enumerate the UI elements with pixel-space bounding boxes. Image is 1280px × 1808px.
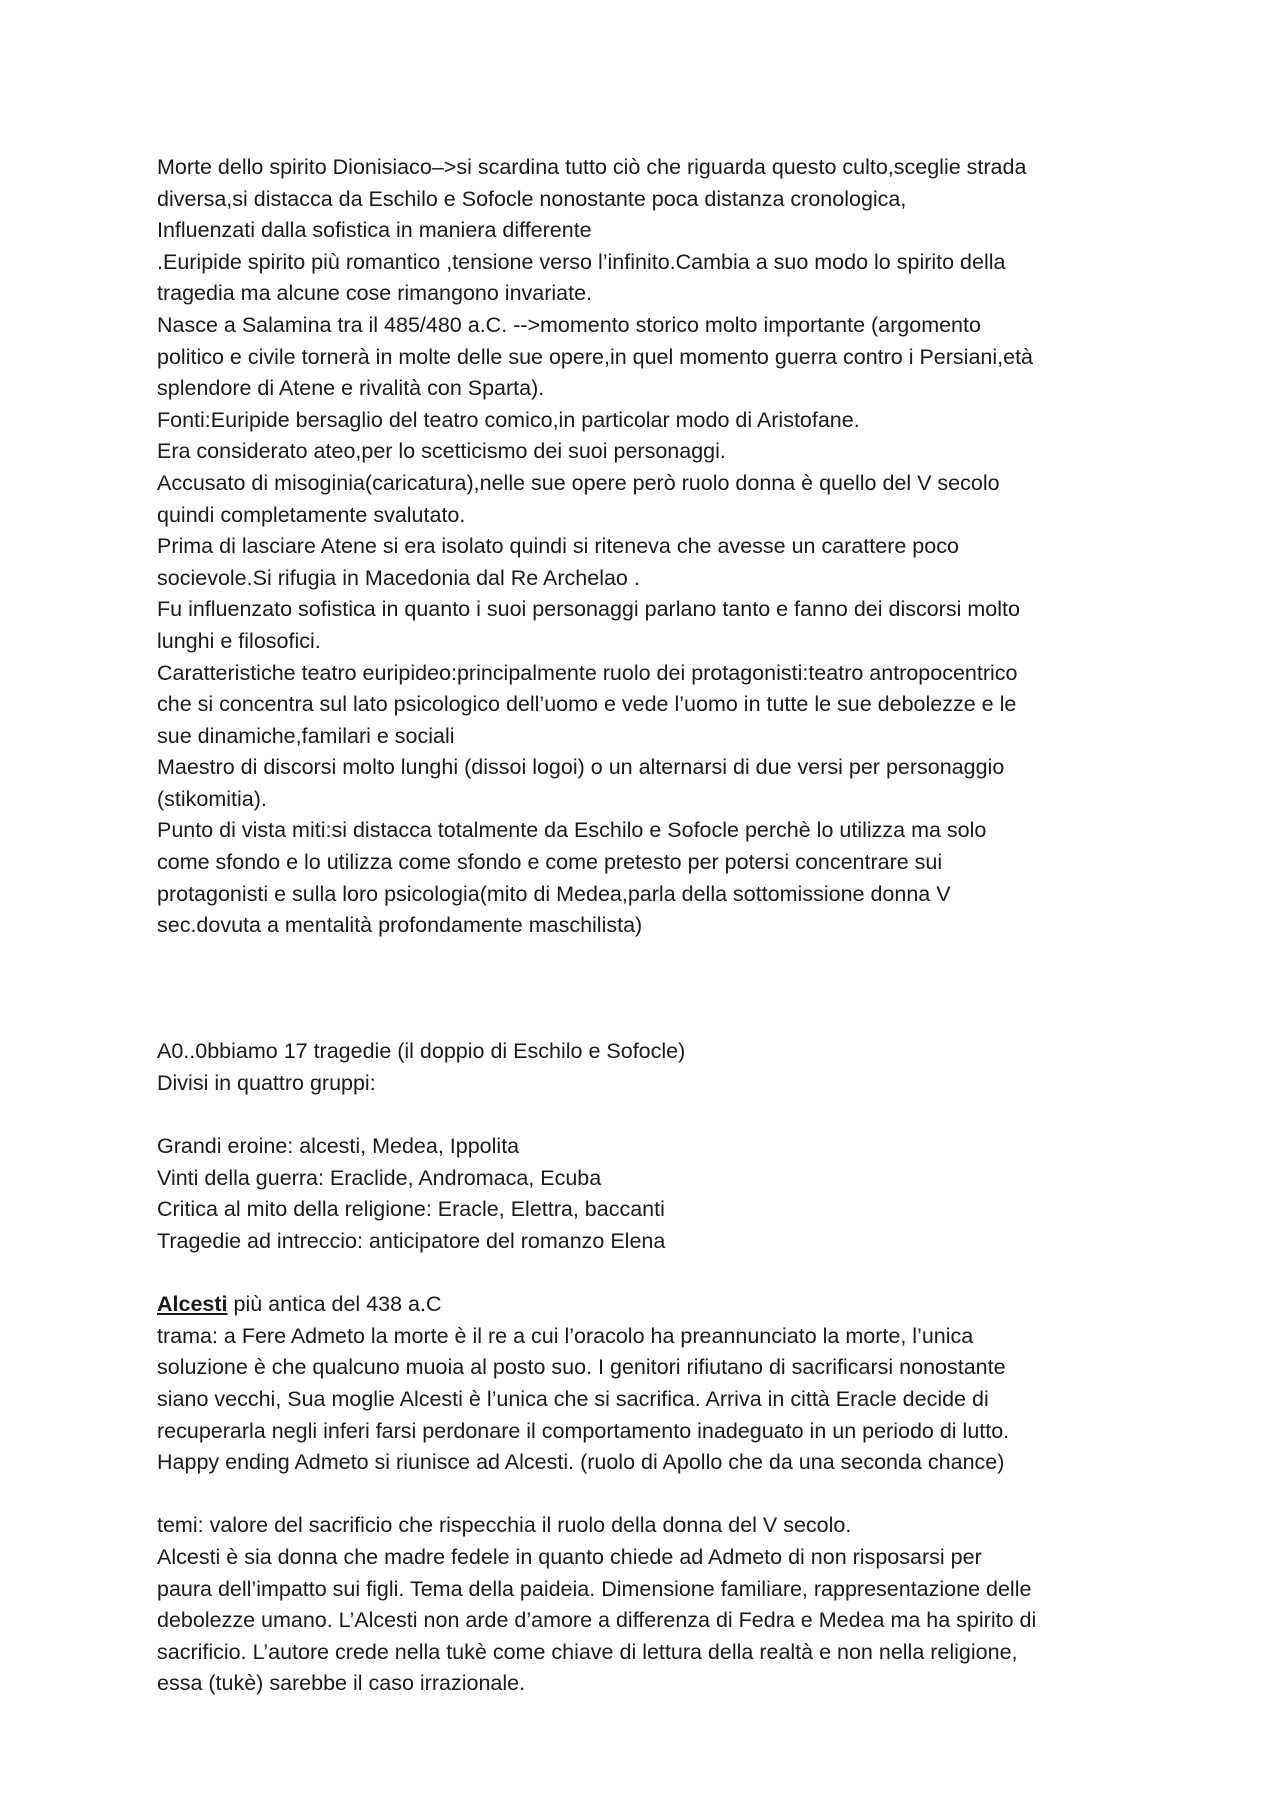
spacer	[157, 1100, 1157, 1132]
spacer	[157, 1005, 1157, 1037]
list-item: Critica al mito della religione: Eracle, Elettra, baccanti	[157, 1197, 665, 1222]
text-line: quindi completamente svalutato.	[157, 502, 466, 527]
text-line: (stikomitia).	[157, 786, 267, 811]
text-line: Fu influenzato sofistica in quanto i suoi personaggi parlano tanto e fanno dei discorsi molto	[157, 597, 1020, 622]
text-line: tragedia ma alcune cose rimangono invariate.	[157, 281, 593, 306]
text-line: siano vecchi, Sua moglie Alcesti è l’unica che si sacrifica. Arriva in città Eracle decide di	[157, 1386, 989, 1411]
text-line: Influenzati dalla sofistica in maniera differente	[157, 218, 592, 243]
text-line: Fonti:Euripide bersaglio del teatro comico,in particolar modo di Aristofane.	[157, 407, 860, 432]
text-line: recuperarla negli inferi farsi perdonare il comportamento inadeguato in un periodo di lutto.	[157, 1418, 1010, 1443]
text-line: Happy ending Admeto si riunisce ad Alcesti. (ruolo di Apollo che da una seconda chance)	[157, 1450, 1005, 1475]
spacer	[157, 942, 1157, 1005]
text-line: protagonisti e sulla loro psicologia(mito di Medea,parla della sottomissione donna V	[157, 881, 951, 906]
alcesti-subtitle: più antica del 438 a.C	[227, 1292, 442, 1317]
text-line: sec.dovuta a mentalità profondamente maschilista)	[157, 913, 643, 938]
text-line: Punto di vista miti:si distacca totalmente da Eschilo e Sofocle perchè lo utilizza ma solo	[157, 818, 987, 843]
text-line: temi: valore del sacrificio che rispecchia il ruolo della donna del V secolo.	[157, 1513, 852, 1538]
text-line: sacrificio. L’autore crede nella tukè come chiave di lettura della realtà e non nella religione,	[157, 1639, 1018, 1664]
text-line: essa (tukè) sarebbe il caso irrazionale.	[157, 1671, 526, 1696]
list-item: Vinti della guerra: Eraclide, Andromaca, Ecuba	[157, 1165, 602, 1190]
text-line: socievole.Si rifugia in Macedonia dal Re Archelao .	[157, 565, 640, 590]
tragedies-intro	[157, 1036, 1157, 1099]
text-line: Nasce a Salamina tra il 485/480 a.C. -->momento storico molto importante (argomento	[157, 312, 981, 337]
intro-paragraph	[157, 152, 1157, 942]
spacer	[157, 1258, 1157, 1290]
text-line: .Euripide spirito più romantico ,tensione verso l’infinito.Cambia a suo modo lo spirito della	[157, 249, 1006, 274]
text-line: Morte dello spirito Dionisiaco–>si scardina tutto ciò che riguarda questo culto,sceglie strada	[157, 155, 1027, 179]
text-line: paura dell’impatto sui figli. Tema della paideia. Dimensione familiare, rappresentazione delle	[157, 1576, 1032, 1601]
alcesti-heading-line	[157, 1289, 1157, 1321]
text-line: politico e civile tornerà in molte delle sue opere,in quel momento guerra contro i Persiani,età	[157, 344, 1033, 369]
text-line: debolezze umano. L’Alcesti non arde d’amore a differenza di Fedra e Medea ma ha spirito di	[157, 1608, 1037, 1633]
spacer	[157, 1479, 1157, 1511]
text-line: Prima di lasciare Atene si era isolato quindi si riteneva che avesse un carattere poco	[157, 534, 959, 559]
text-line: sue dinamiche,familari e sociali	[157, 723, 455, 748]
text-line: Alcesti è sia donna che madre fedele in quanto chiede ad Admeto di non risposarsi per	[157, 1544, 982, 1569]
list-item: Grandi eroine: alcesti, Medea, Ippolita	[157, 1134, 520, 1159]
text-line: Maestro di discorsi molto lunghi (dissoi logoi) o un alternarsi di due versi per personaggio	[157, 755, 1005, 780]
text-line: soluzione è che qualcuno muoia al posto suo. I genitori rifiutano di sacrificarsi nonostante	[157, 1355, 1006, 1380]
text-line: Era considerato ateo,per lo scetticismo dei suoi personaggi.	[157, 439, 726, 464]
tragedy-groups-list	[157, 1131, 1157, 1257]
text-line: lunghi e filosofici.	[157, 628, 321, 653]
text-line: trama: a Fere Admeto la morte è il re a cui l’oracolo ha preannunciato la morte, l’unica	[157, 1323, 974, 1348]
document-page	[157, 152, 1157, 1700]
alcesti-section	[157, 1289, 1157, 1479]
text-line: A0..0bbiamo 17 tragedie (il doppio di Eschilo e Sofocle)	[157, 1039, 686, 1064]
text-line: Caratteristiche teatro euripideo:principalmente ruolo dei protagonisti:teatro antropocentrico	[157, 660, 1018, 685]
text-line: splendore di Atene e rivalità con Sparta).	[157, 376, 545, 401]
text-line: come sfondo e lo utilizza come sfondo e come pretesto per potersi concentrare sui	[157, 850, 943, 875]
text-line: Accusato di misoginia(caricatura),nelle sue opere però ruolo donna è quello del V secolo	[157, 470, 1000, 495]
text-line: che si concentra sul lato psicologico dell’uomo e vede l’uomo in tutte le sue debolezze e le	[157, 692, 1017, 717]
list-item: Tragedie ad intreccio: anticipatore del romanzo Elena	[157, 1229, 666, 1253]
alcesti-title: Alcesti	[157, 1292, 228, 1317]
text-line: diversa,si distacca da Eschilo e Sofocle nonostante poca distanza cronologica,	[157, 186, 907, 211]
alcesti-themes	[157, 1510, 1157, 1700]
text-line: Divisi in quattro gruppi:	[157, 1071, 376, 1096]
